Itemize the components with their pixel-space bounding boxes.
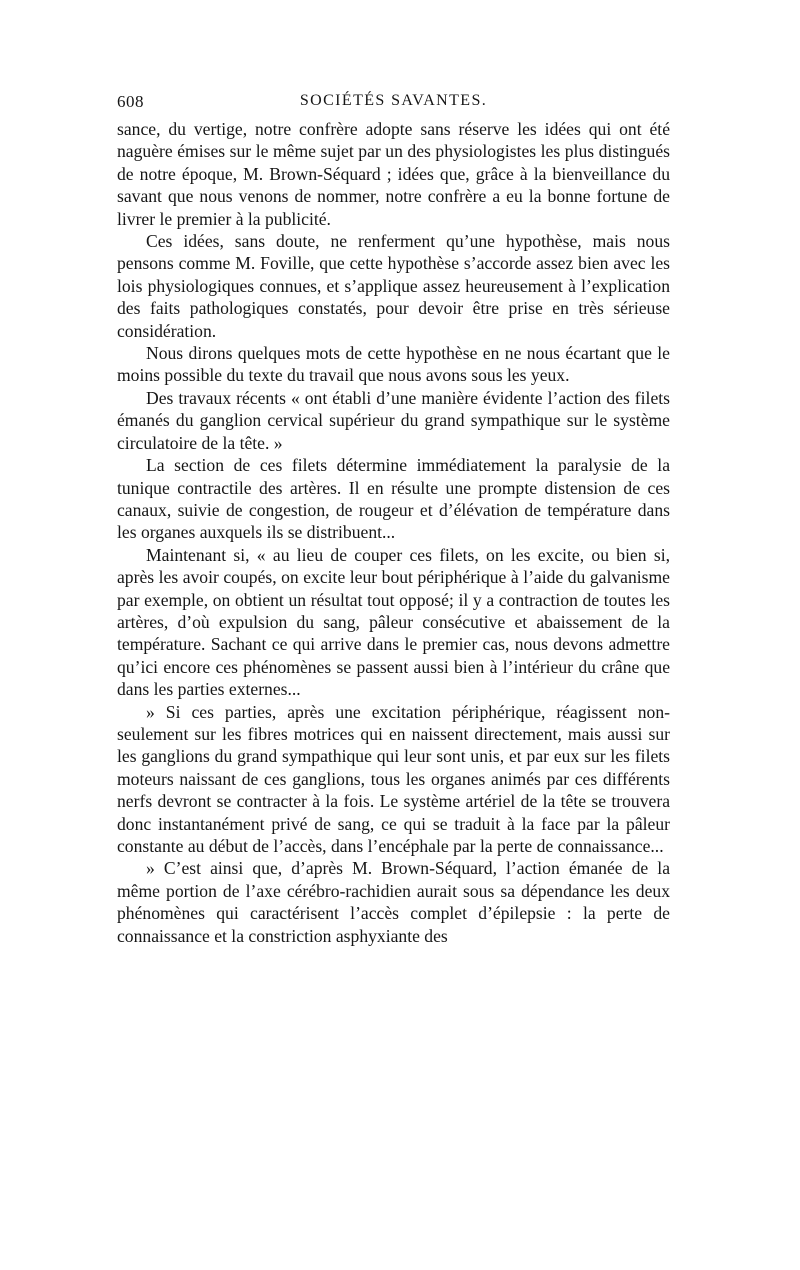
body-text <box>117 118 670 947</box>
paragraph: Ces idées, sans doute, ne renferment qu’une hypothèse, mais nous pensons comme M. Foville, que cette hypothèse s’accorde assez bien avec les lois physiologiques connues, et s’applique assez heureusement à l’explication des faits pathologiques constatés, pour devoir être prise en très sérieuse considération. <box>117 231 670 341</box>
paragraph: » Si ces parties, après une excitation périphérique, réagissent non-seulement sur les fibres motrices qui en naissent directement, mais aussi sur les ganglions du grand sympathique qui leur sont unis, et par eux sur les filets moteurs naissant de ces ganglions, tous les organes animés par ces différents nerfs devront se contracter à la fois. Le système artériel de la tête se trouvera donc instantanément privé de sang, ce qui se traduit à la face par la pâleur constante au début de l’accès, dans l’encéphale par la perte de connaissance... <box>117 701 670 856</box>
paragraph: Maintenant si, « au lieu de couper ces filets, on les excite, ou bien si, après les avoir coupés, on excite leur bout périphérique à l’aide du galvanisme par exemple, on obtient un résultat tout opposé; il y a contraction de toutes les artères, d’où expulsion du sang, pâleur consécutive et abaissement de la température. Sachant ce qui arrive dans le premier cas, nous devons admettre qu’ici encore ces phénomènes se passent aussi bien à l’intérieur du crâne que dans les parties externes... <box>117 544 670 700</box>
page-number: 608 <box>117 92 144 111</box>
running-title: SOCIÉTÉS SAVANTES. <box>299 92 488 109</box>
paragraph: sance, du vertige, notre confrère adopte sans réserve les idées qui ont été naguère émises sur le même sujet par un des physiologistes les plus distingués de notre époque, M. Brown-Séquard ; idées que, grâce à la bienveillance du savant que nous venons de nommer, notre confrère a eu la bonne fortune de livrer le premier à la publicité. <box>117 119 670 229</box>
paragraph: Des travaux récents « ont établi d’une manière évidente l’action des filets émanés du ganglion cervical supérieur du grand sympathique sur le système circulatoire de la tête. » <box>117 387 670 453</box>
book-page <box>117 88 670 947</box>
paragraph: Nous dirons quelques mots de cette hypothèse en ne nous écartant que le moins possible du texte du travail que nous avons sous les yeux. <box>117 343 670 386</box>
running-header <box>117 88 670 118</box>
paragraph: La section de ces filets détermine immédiatement la paralysie de la tunique contractile des artères. Il en résulte une prompte distension de ces canaux, suivie de congestion, de rougeur et d’élévation de température dans les organes auxquels ils se distribuent... <box>117 455 670 543</box>
paragraph: » C’est ainsi que, d’après M. Brown-Séquard, l’action émanée de la même portion de l’axe cérébro-rachidien aurait sous sa dépendance les deux phénomènes qui caractérisent l’accès complet d’épilepsie : la perte de connaissance et la constriction asphyxiante des <box>117 858 670 946</box>
